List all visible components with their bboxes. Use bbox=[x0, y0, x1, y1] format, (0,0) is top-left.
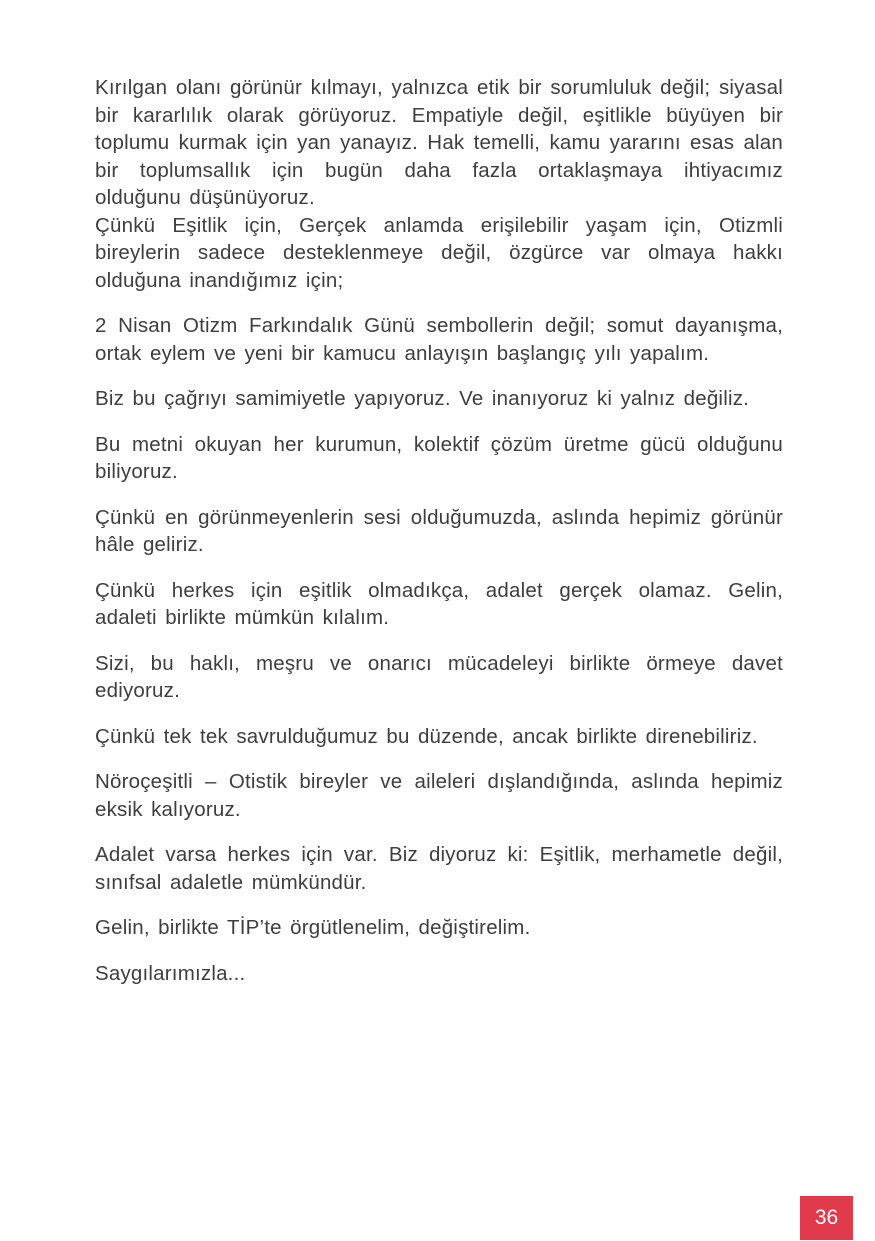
document-body-text bbox=[95, 74, 783, 1005]
paragraph: Çünkü Eşitlik için, Gerçek anlamda erişilebilir yaşam için, Otizmli bireylerin sadece desteklenmeye değil, özgürce var olmaya hakkı olduğuna inandığımız için; bbox=[95, 213, 783, 292]
paragraph: Adalet varsa herkes için var. Biz diyoruz ki: Eşitlik, merhametle değil, sınıfsal adaletle mümkündür. bbox=[95, 843, 783, 894]
paragraph-closing: Saygılarımızla... bbox=[95, 961, 246, 985]
paragraph: Kırılgan olanı görünür kılmayı, yalnızca etik bir sorumluluk değil; siyasal bir kararlılık olarak görüyoruz. Empatiyle değil, eşitlikle büyüyen bir toplumu kurmak için yan yanayız. Hak temelli, kamu yararını esas alan bir toplumsallık için bugün daha fazla ortaklaşmaya ihtiyacımız olduğunu düşünüyoruz. bbox=[95, 76, 783, 209]
paragraph: Nöroçeşitli – Otistik bireyler ve aileleri dışlandığında, aslında hepimiz eksik kalıyoruz. bbox=[95, 770, 783, 821]
paragraph: Çünkü tek tek savrulduğumuz bu düzende, ancak birlikte direnebiliriz. bbox=[95, 724, 758, 748]
paragraph: Gelin, birlikte TİP’te örgütlenelim, değiştirelim. bbox=[95, 916, 531, 939]
paragraph: Sizi, bu haklı, meşru ve onarıcı mücadeleyi birlikte örmeye davet ediyoruz. bbox=[95, 651, 783, 702]
paragraph: Biz bu çağrıyı samimiyetle yapıyoruz. Ve inanıyoruz ki yalnız değiliz. bbox=[95, 387, 750, 410]
paragraph: 2 Nisan Otizm Farkındalık Günü sembollerin değil; somut dayanışma, ortak eylem ve yeni bir kamucu anlayışın başlangıç yılı yapalım. bbox=[95, 314, 783, 365]
page-number-badge bbox=[800, 1196, 853, 1240]
paragraph: Çünkü en görünmeyenlerin sesi olduğumuzda, aslında hepimiz görünür hâle geliriz. bbox=[95, 505, 783, 556]
paragraph: Bu metni okuyan her kurumun, kolektif çözüm üretme gücü olduğunu biliyoruz. bbox=[95, 432, 783, 483]
page-number: 36 bbox=[814, 1206, 839, 1229]
paragraph: Çünkü herkes için eşitlik olmadıkça, adalet gerçek olamaz. Gelin, adaleti birlikte mümkün kılalım. bbox=[95, 578, 783, 629]
